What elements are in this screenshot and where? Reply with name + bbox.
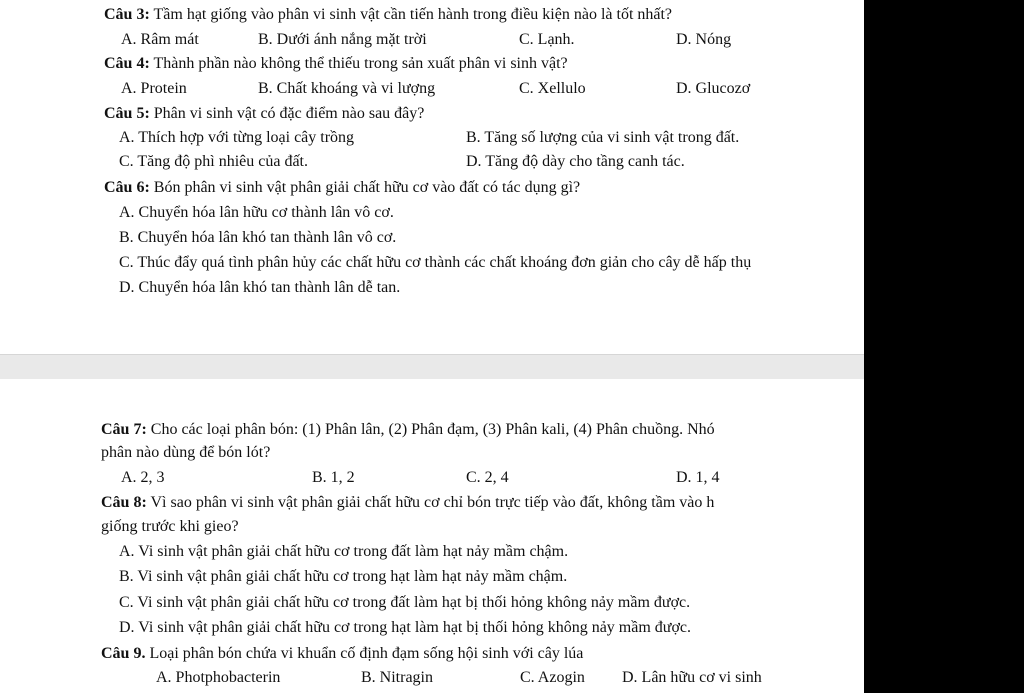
question-3-label: Câu 3: bbox=[104, 6, 150, 23]
page-separator bbox=[0, 354, 864, 380]
question-9-text: Loại phân bón chứa vi khuẩn cố định đạm sống hội sinh với cây lúa bbox=[149, 645, 584, 662]
question-7-text-continued: phân nào dùng để bón lót? bbox=[101, 444, 271, 461]
question-6-text: Bón phân vi sinh vật phân giải chất hữu cơ vào đất có tác dụng gì? bbox=[153, 179, 581, 196]
question-9 bbox=[101, 643, 583, 665]
q8-option-b: B. Vi sinh vật phân giải chất hữu cơ trong hạt làm hạt nảy mầm chậm. bbox=[119, 568, 568, 585]
question-4-text: Thành phần nào không thể thiếu trong sản xuất phân vi sinh vật? bbox=[153, 55, 568, 72]
q4-option-c: C. Xellulo bbox=[519, 80, 586, 97]
question-8-label: Câu 8: bbox=[101, 494, 147, 511]
q5-option-c: C. Tăng độ phì nhiêu của đất. bbox=[119, 153, 308, 170]
q3-option-b: B. Dưới ánh nắng mặt trời bbox=[258, 31, 427, 48]
document-page-1 bbox=[0, 0, 864, 354]
q8-option-c: C. Vi sinh vật phân giải chất hữu cơ trong đất làm hạt bị thối hỏng không nảy mầm được. bbox=[119, 594, 691, 611]
document-page-2 bbox=[0, 379, 864, 693]
q3-option-a: A. Râm mát bbox=[121, 31, 199, 48]
q6-option-d: D. Chuyển hóa lân khó tan thành lân dễ tan. bbox=[119, 279, 401, 296]
q7-option-b: B. 1, 2 bbox=[312, 469, 355, 486]
question-6 bbox=[104, 177, 580, 199]
question-7-text: Cho các loại phân bón: (1) Phân lân, (2) Phân đạm, (3) Phân kali, (4) Phân chuồng. Nhó bbox=[150, 421, 715, 438]
question-4 bbox=[104, 53, 568, 75]
q7-option-a: A. 2, 3 bbox=[121, 469, 165, 486]
q3-option-c: C. Lạnh. bbox=[519, 31, 575, 48]
q6-option-b: B. Chuyển hóa lân khó tan thành lân vô cơ. bbox=[119, 229, 397, 246]
question-3-text: Tầm hạt giống vào phân vi sinh vật cần tiến hành trong điều kiện nào là tốt nhất? bbox=[153, 6, 673, 23]
question-5 bbox=[104, 103, 424, 125]
question-9-label: Câu 9. bbox=[101, 645, 146, 662]
question-3 bbox=[104, 4, 672, 26]
question-8-text: Vì sao phân vi sinh vật phân giải chất hữu cơ chỉ bón trực tiếp vào đất, không tầm vào h bbox=[150, 494, 715, 511]
q8-option-a: A. Vi sinh vật phân giải chất hữu cơ trong đất làm hạt nảy mầm chậm. bbox=[119, 543, 569, 560]
q9-option-c: C. Azogin bbox=[520, 669, 585, 686]
question-8-text-continued: giống trước khi gieo? bbox=[101, 518, 239, 535]
q4-option-a: A. Protein bbox=[121, 80, 187, 97]
question-8 bbox=[101, 492, 714, 514]
question-7 bbox=[101, 419, 715, 441]
question-4-label: Câu 4: bbox=[104, 55, 150, 72]
q6-option-c: C. Thúc đẩy quá tình phân hủy các chất hữu cơ thành các chất khoáng đơn giản cho cây dễ hấp thụ bbox=[119, 254, 752, 271]
q5-option-a: A. Thích hợp với từng loại cây trồng bbox=[119, 129, 355, 146]
q9-option-d: D. Lân hữu cơ vi sinh bbox=[622, 669, 762, 686]
q9-option-b: B. Nitragin bbox=[361, 669, 433, 686]
q3-option-d: D. Nóng bbox=[676, 31, 732, 48]
question-5-text: Phân vi sinh vật có đặc điểm nào sau đây? bbox=[153, 105, 425, 122]
question-5-label: Câu 5: bbox=[104, 105, 150, 122]
q5-option-b: B. Tăng số lượng của vi sinh vật trong đất. bbox=[466, 129, 740, 146]
q4-option-d: D. Glucozơ bbox=[676, 80, 751, 97]
q8-option-d: D. Vi sinh vật phân giải chất hữu cơ trong hạt làm hạt bị thối hỏng không nảy mầm được. bbox=[119, 619, 692, 636]
q6-option-a: A. Chuyển hóa lân hữu cơ thành lân vô cơ. bbox=[119, 204, 394, 221]
q7-option-c: C. 2, 4 bbox=[466, 469, 509, 486]
q4-option-b: B. Chất khoáng và vi lượng bbox=[258, 80, 436, 97]
question-6-label: Câu 6: bbox=[104, 179, 150, 196]
q5-option-d: D. Tăng độ dày cho tầng canh tác. bbox=[466, 153, 685, 170]
question-7-label: Câu 7: bbox=[101, 421, 147, 438]
q9-option-a: A. Photphobacterin bbox=[156, 669, 281, 686]
q7-option-d: D. 1, 4 bbox=[676, 469, 720, 486]
